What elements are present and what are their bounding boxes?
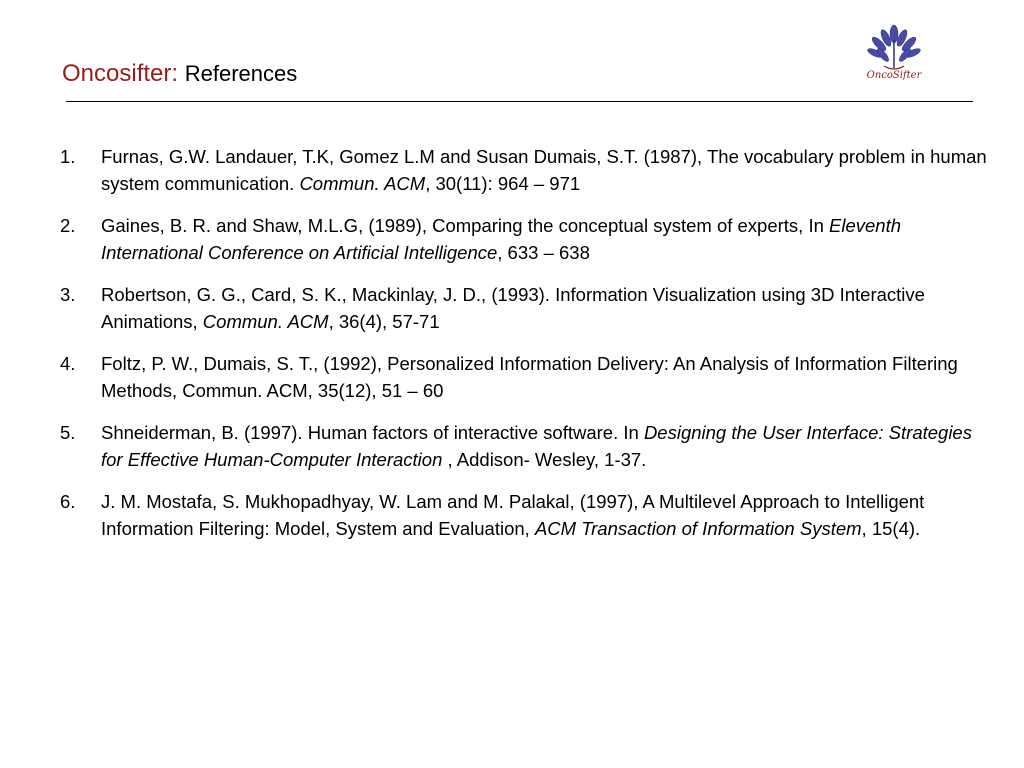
- reference-journal: Commun. ACM: [202, 310, 329, 332]
- reference-item: [60, 213, 990, 266]
- reference-text: Foltz, P. W., Dumais, S. T., (1992), Personalized Information Delivery: An Analysis of Information Filtering Methods, Commun. ACM, 35(12), 51 – 60: [101, 353, 958, 401]
- title-brand: Oncosifter:: [62, 60, 179, 87]
- reference-item: [60, 282, 990, 335]
- reference-text: J. M. Mostafa, S. Mukhopadhyay, W. Lam and M. Palakal, (1997), A Multilevel Approach to Intelligent Information Filtering: Model, System and Evaluation,: [101, 491, 925, 539]
- reference-number: 6.: [60, 491, 76, 512]
- title-subtitle: References: [184, 61, 298, 86]
- reference-item: [60, 144, 990, 197]
- reference-list: [60, 144, 990, 558]
- reference-journal: Eleventh International Conference on Artificial Intelligence: [101, 215, 902, 263]
- reference-text: Gaines, B. R. and Shaw, M.L.G, (1989), Comparing the conceptual system of experts, In: [101, 215, 830, 236]
- reference-text: Furnas, G.W. Landauer, T.K, Gomez L.M and Susan Dumais, S.T. (1987), The vocabulary problem in human system communication.: [101, 146, 987, 194]
- reference-item: [60, 351, 990, 404]
- reference-details: , Addison- Wesley, 1-37.: [442, 448, 647, 470]
- reference-number: 2.: [60, 215, 76, 236]
- reference-number: 4.: [60, 353, 76, 374]
- reference-item: [60, 489, 990, 542]
- reference-number: 3.: [60, 284, 76, 305]
- reference-item: [60, 420, 990, 473]
- reference-number: 5.: [60, 422, 76, 443]
- reference-details: , 633 – 638: [497, 241, 590, 263]
- title-divider: [66, 101, 973, 102]
- reference-details: , 15(4).: [861, 517, 921, 539]
- reference-text: Shneiderman, B. (1997). Human factors of interactive software. In: [101, 422, 644, 443]
- reference-details: , 36(4), 57-71: [328, 310, 440, 332]
- reference-journal: Designing the User Interface: Strategies for Effective Human-Computer Interaction: [101, 422, 972, 470]
- logo-text: OncoSifter: [866, 70, 922, 81]
- page-title: [62, 58, 297, 90]
- reference-text: Robertson, G. G., Card, S. K., Mackinlay, J. D., (1993). Information Visualization using 3D Interactive Animations,: [101, 284, 925, 332]
- reference-number: 1.: [60, 146, 76, 167]
- reference-journal: ACM Transaction of Information System: [534, 517, 862, 539]
- reference-journal: Commun. ACM: [299, 172, 426, 194]
- reference-details: , 30(11): 964 – 971: [425, 172, 581, 194]
